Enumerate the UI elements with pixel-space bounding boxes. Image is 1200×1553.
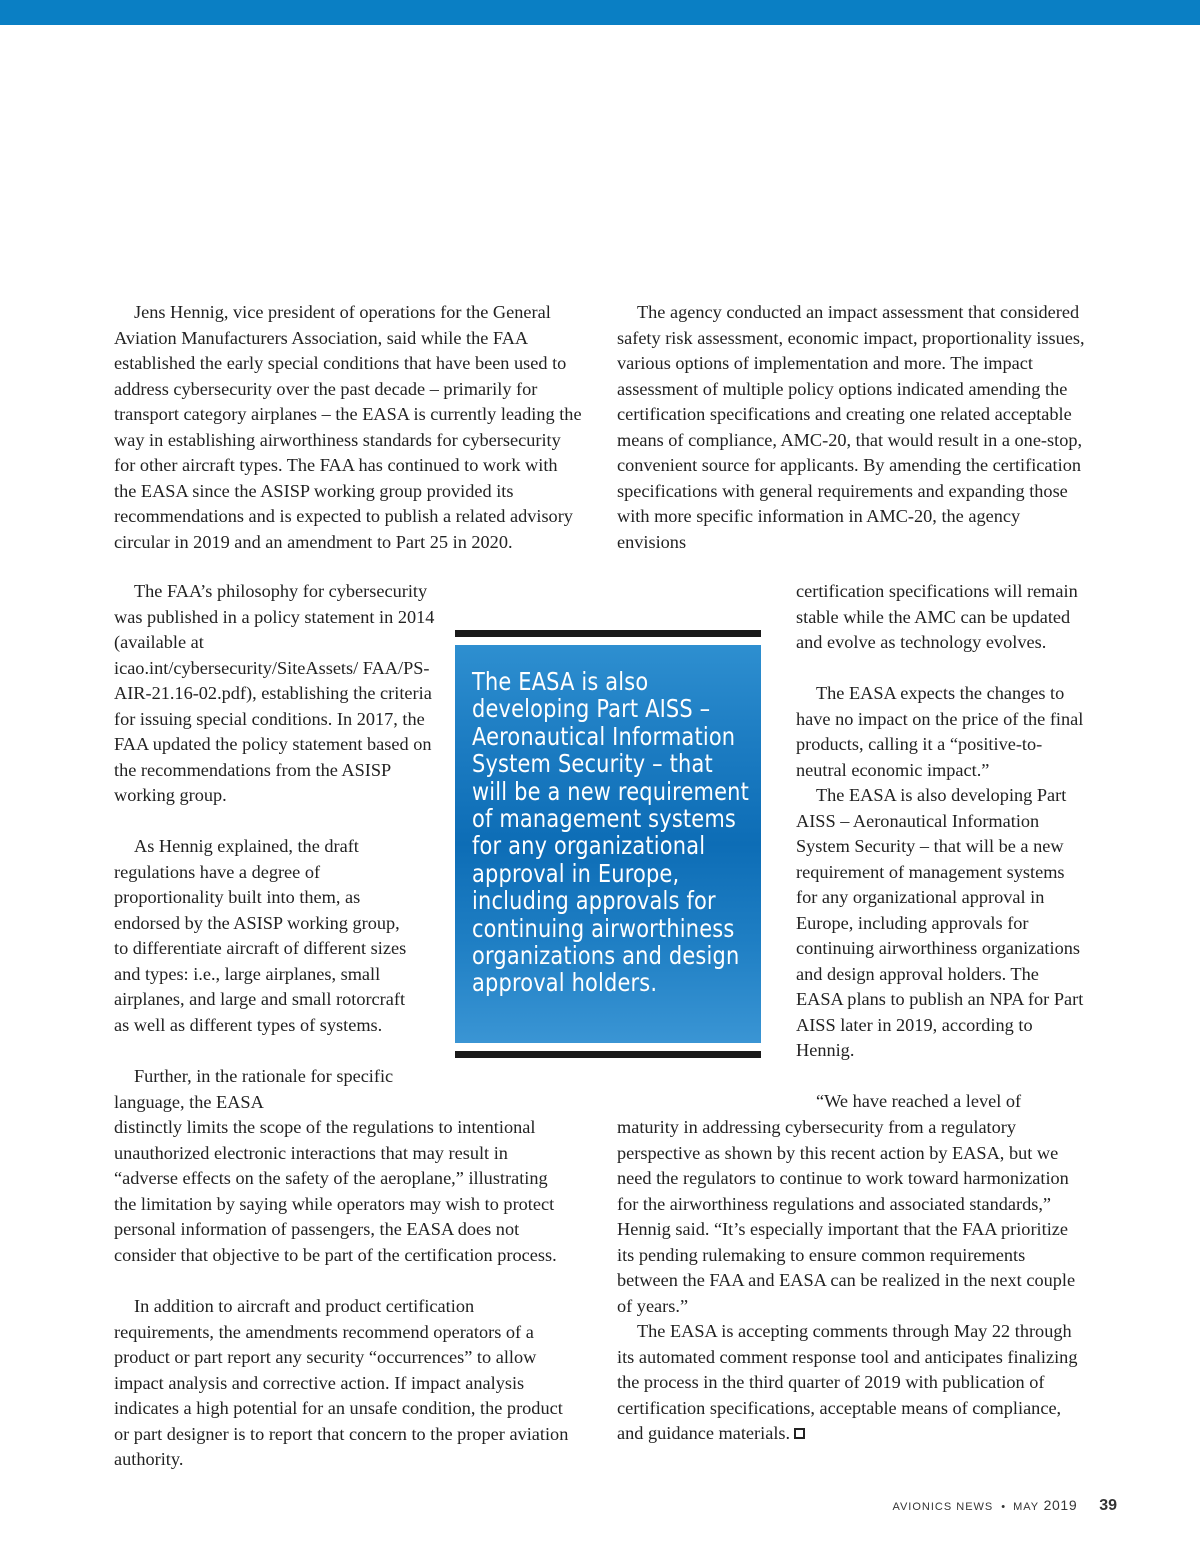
page-footer — [892, 1497, 1117, 1519]
left-paragraph-2: The FAA’s philosophy for cybersecurity was published in a policy statement in 2014 (available at icao.int/cybersecurity/SiteAssets/ FAA/PS-AIR-21.16-02.pdf), establishing the criteria for issuing special conditions. In 2017, the FAA updated the policy statement based on the recommendations from the ASISP working group. — [114, 581, 435, 805]
left-paragraph-3: As Hennig explained, the draft regulations have a degree of proportionality built into them, as endorsed by the ASISP working group, to differentiate aircraft of different sizes and types: i.e., large airplanes, small airplanes, and large and small rotorcraft as well as different types of systems. — [114, 836, 407, 1035]
issue-year: 2019 — [1043, 1497, 1078, 1513]
left-paragraph-5: In addition to aircraft and product certification requirements, the amendments recommend operators of a product or part report any security “occurrences” to allow impact analysis and corrective action. If impact analysis indicates a high potential for an unsafe condition, the product or part designer is to report that concern to the proper aviation authority. — [114, 1296, 569, 1469]
pull-quote-bottom-rule — [455, 1051, 761, 1058]
right-paragraph-5-text: The EASA is accepting comments through May 22 through its automated comment response tool and anticipates finalizing the process in the third quarter of 2019 with publication of certification specifications, acceptable means of compliance, and guidance materials. — [617, 1321, 1078, 1443]
end-of-article-mark — [794, 1428, 805, 1439]
pull-quote — [455, 630, 761, 1058]
right-paragraph-2: The EASA expects the changes to have no impact on the price of the final products, calling it a “positive-to-neutral economic impact.” — [796, 683, 1084, 780]
left-paragraph-4-start: Further, in the rationale for specific language, the EASA — [114, 1066, 394, 1112]
left-paragraph-4-continued: distinctly limits the scope of the regulations to intentional unauthorized electronic interactions that may result in “adverse effects on the safety of the aeroplane,” illustrating the limitation by saying while operators may wish to protect personal information of passengers, the EASA does not consider that objective to be part of the certification process. — [114, 1117, 557, 1265]
right-paragraph-3: The EASA is also developing Part AISS – Aeronautical Information System Security – that will be a new requirement of management systems for any organizational approval in Europe, including approvals for continuing airworthiness organizations and design approval holders. The EASA plans to publish an NPA for Part AISS later in 2019, according to Hennig. — [796, 785, 1084, 1060]
right-paragraph-4-continued: maturity in addressing cybersecurity from a regulatory perspective as shown by this recent action by EASA, but we need the regulators to continue to work toward harmonization for the airworthiness regulations and associated standards,” Hennig said. “It’s especially important that the FAA prioritize its pending rulemaking to ensure common requirements between the FAA and EASA can be realized in the next couple of years.” — [617, 1117, 1076, 1316]
right-paragraph-1: The agency conducted an impact assessment that considered safety risk assessment, economic impact, proportionality issues, various options of implementation and more. The impact assessment of multiple policy options indicated amending the certification specifications and creating one related acceptable means of compliance, AMC-20, that would result in a one-stop, convenient source for applicants. By amending the certification specifications with general requirements and expanding those with more specific information in AMC-20, the agency envisions — [617, 302, 1085, 552]
left-paragraph-1: Jens Hennig, vice president of operations for the General Aviation Manufacturers Association, said while the FAA established the early special conditions that have been used to address cybersecurity over the past decade – primarily for transport category airplanes – the EASA is currently leading the way in establishing airworthiness standards for cybersecurity for other aircraft types. The FAA has continued to work with the EASA since the ASISP working group provided its recommendations and is expected to publish a related advisory circular in 2019 and an amendment to Part 25 in 2020. — [114, 302, 582, 552]
pull-quote-text: The EASA is also developing Part AISS – Aeronautical Information System Security – that will be a new requirement of management systems for any organizational approval in Europe, including approvals for continuing airworthiness organizations and design approval holders. — [472, 667, 749, 998]
magazine-name: AVIONICS NEWS — [892, 1501, 994, 1513]
pull-quote-box — [455, 645, 761, 1043]
right-paragraph-1-continued: certification specifications will remain stable while the AMC can be updated and evolve as technology evolves. — [796, 581, 1078, 652]
right-paragraph-4-start: “We have reached a level of — [816, 1091, 1022, 1111]
page-number: 39 — [1099, 1497, 1117, 1514]
header-color-bar — [0, 0, 1200, 25]
issue-month: MAY — [1013, 1501, 1040, 1513]
issue-date — [1013, 1497, 1077, 1513]
right-paragraph-5 — [617, 1319, 1085, 1447]
pull-quote-top-rule — [455, 630, 761, 637]
footer-separator: • — [1001, 1501, 1006, 1513]
